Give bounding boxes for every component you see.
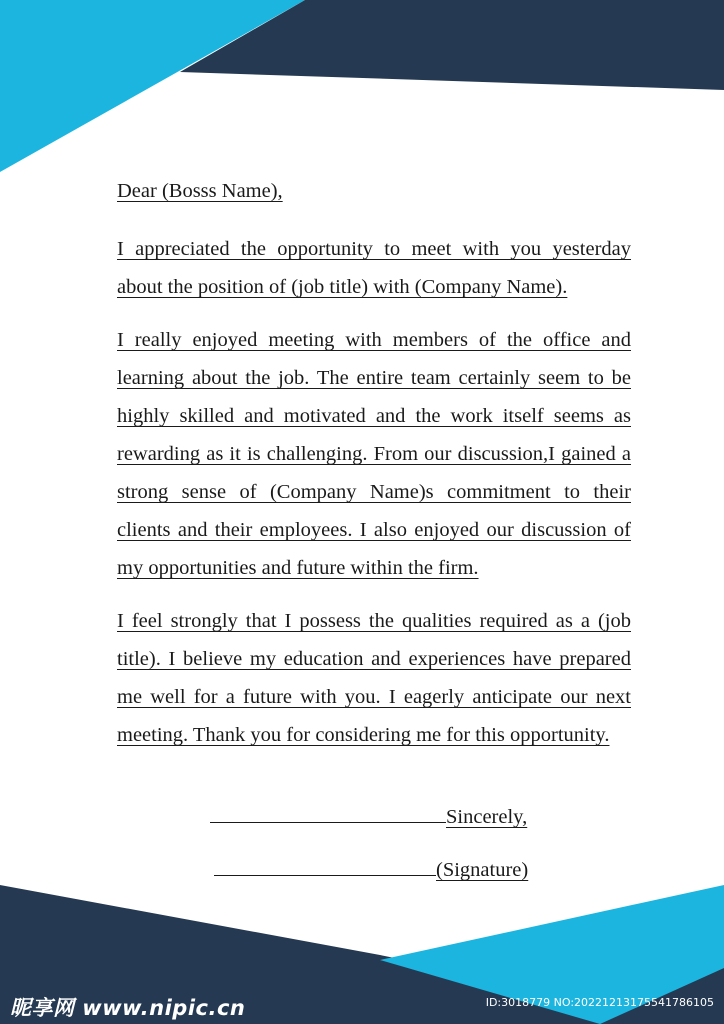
signature-rule [214, 874, 436, 876]
signature-text: (Signature) [436, 859, 529, 881]
top-cyan-triangle [0, 0, 305, 172]
watermark-logo: 昵享网 www.nipic.cn [10, 996, 246, 1020]
letter-paragraph-3: I feel strongly that I possess the qualities required as a (job title). I believe my education and experiences have prepared me well for a future with you. I eagerly anticipate our next meeting. Thank you for considering me for this opportunity. [117, 610, 631, 746]
closing-rule [210, 821, 446, 823]
signature-line [214, 859, 528, 882]
letter-greeting: Dear (Bosss Name), [117, 180, 283, 202]
watermark-id: ID:3018779 NO:20221213175541786105 [485, 996, 714, 1009]
closing-line [210, 806, 527, 829]
letter-body [117, 172, 631, 769]
letter-paragraph-2: I really enjoyed meeting with members of the office and learning about the job. The entire team certainly seem to be highly skilled and motivated and the work itself seems as rewarding as it is challenging. From our discussion,I gained a strong sense of (Company Name)s commitment to their clients and their employees. I also enjoyed our discussion of my opportunities and future within the firm. [117, 329, 631, 579]
letter-paragraph-1: I appreciated the opportunity to meet with you yesterday about the position of (job title) with (Company Name). [117, 238, 631, 298]
closing-text: Sincerely, [446, 806, 528, 828]
